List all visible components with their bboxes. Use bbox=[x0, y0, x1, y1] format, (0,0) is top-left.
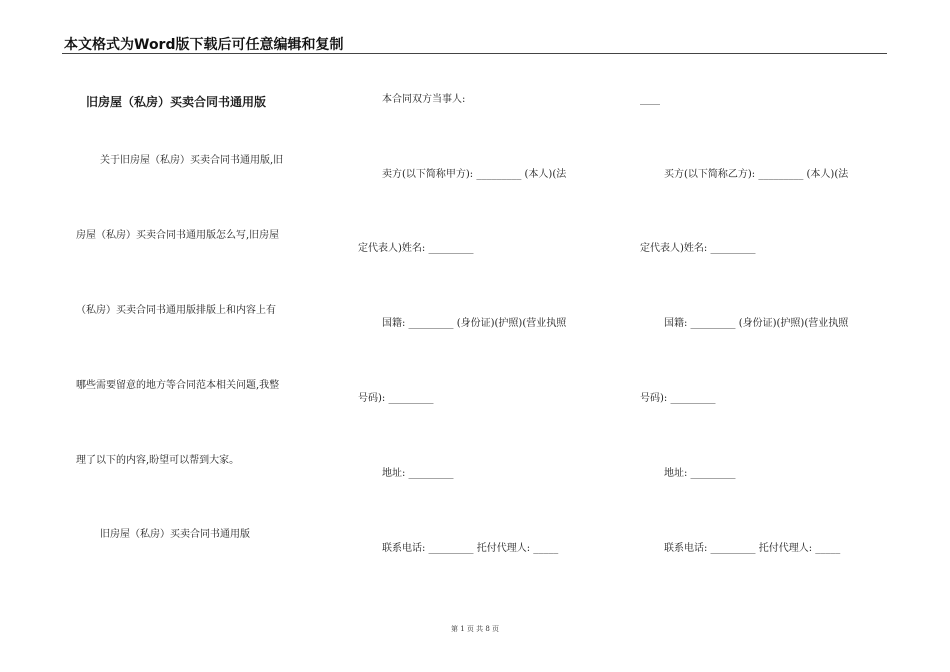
intro-line-5: 理了以下的内容,盼望可以帮到大家。 bbox=[76, 455, 240, 466]
parties-blank: ____ bbox=[640, 94, 660, 105]
seller-representative: 定代表人)姓名: _________ bbox=[358, 243, 474, 254]
intro-line-4: 哪些需要留意的地方等合同范本相关问题,我整 bbox=[76, 380, 280, 391]
buyer-representative: 定代表人)姓名: _________ bbox=[640, 243, 756, 254]
intro-line-2: 房屋（私房）买卖合同书通用版怎么写,旧房屋 bbox=[76, 230, 280, 241]
seller-line: 卖方(以下简称甲方): _________ (本人)(法 bbox=[382, 169, 567, 180]
seller-address: 地址: _________ bbox=[382, 468, 454, 479]
buyer-nationality: 国籍: _________ (身份证)(护照)(营业执照 bbox=[664, 318, 849, 329]
page-footer: 第 1 页 共 8 页 bbox=[450, 625, 500, 633]
buyer-line: 买方(以下简称乙方): _________ (本人)(法 bbox=[664, 169, 849, 180]
document-title: 旧房屋（私房）买卖合同书通用版 bbox=[86, 95, 267, 109]
seller-nationality: 国籍: _________ (身份证)(护照)(营业执照 bbox=[382, 318, 567, 329]
intro-line-1: 关于旧房屋（私房）买卖合同书通用版,旧 bbox=[100, 155, 284, 166]
buyer-id-number: 号码): _________ bbox=[640, 393, 716, 404]
section-subtitle: 旧房屋（私房）买卖合同书通用版 bbox=[100, 529, 250, 540]
buyer-address: 地址: _________ bbox=[664, 468, 736, 479]
buyer-phone: 联系电话: _________ 托付代理人: _____ bbox=[664, 543, 841, 554]
parties-heading: 本合同双方当事人: bbox=[382, 94, 466, 105]
header-divider bbox=[62, 53, 887, 54]
intro-line-3: （私房）买卖合同书通用版排版上和内容上有 bbox=[76, 305, 276, 316]
seller-phone: 联系电话: _________ 托付代理人: _____ bbox=[382, 543, 559, 554]
seller-id-number: 号码): _________ bbox=[358, 393, 434, 404]
document-header: 本文格式为Word版下载后可任意编辑和复制 bbox=[64, 37, 344, 53]
